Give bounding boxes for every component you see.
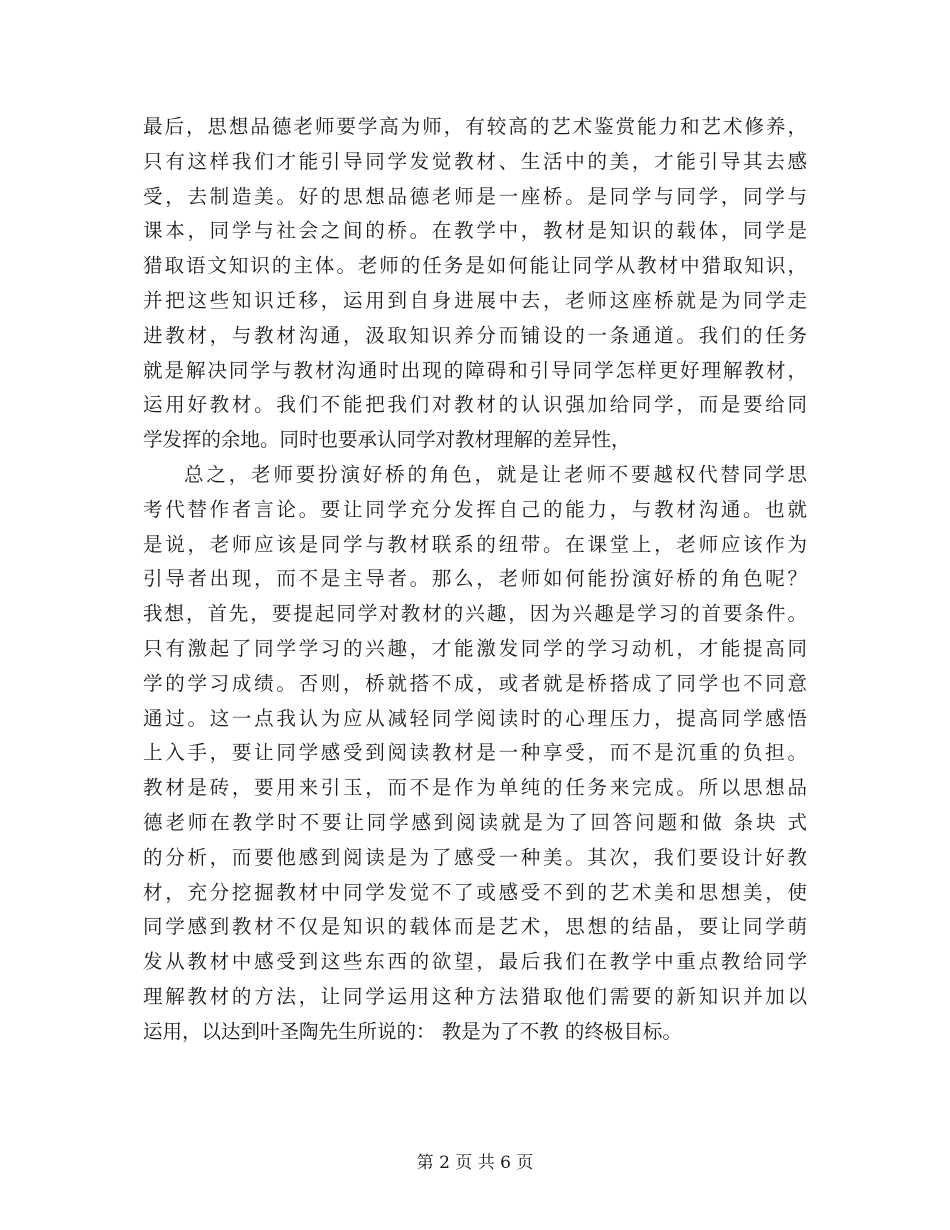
text-line: 我想，首先，要提起同学对教材的兴趣，因为兴趣是学习的首要条件。 bbox=[143, 602, 807, 626]
text-line: 同学感到教材不仅是知识的载体而是艺术，思想的结晶，要让同学萌 bbox=[143, 915, 807, 939]
text-line: 受，去制造美。好的思想品德老师是一座桥。是同学与同学，同学与 bbox=[143, 184, 807, 208]
text-line: 引导者出现，而不是主导者。那么，老师如何能扮演好桥的角色呢？ bbox=[143, 567, 807, 591]
text-line: 教材是砖，要用来引玉，而不是作为单纯的任务来完成。所以思想品 bbox=[143, 776, 807, 800]
text-line: 考代替作者言论。要让同学充分发挥自己的能力，与教材沟通。也就 bbox=[143, 497, 807, 521]
text-line: 的分析，而要他感到阅读是为了感受一种美。其次，我们要设计好教 bbox=[143, 845, 807, 869]
text-line: 学发挥的余地。同时也要承认同学对教材理解的差异性， bbox=[143, 428, 631, 452]
text-line: 理解教材的方法，让同学运用这种方法猎取他们需要的新知识并加以 bbox=[143, 984, 807, 1008]
text-line: 上入手，要让同学感受到阅读教材是一种享受，而不是沉重的负担。 bbox=[143, 741, 807, 765]
text-line: 只有激起了同学学习的兴趣，才能激发同学的学习动机，才能提高同 bbox=[143, 636, 807, 660]
text-line: 通过。这一点我认为应从减轻同学阅读时的心理压力，提高同学感悟 bbox=[143, 706, 807, 730]
text-line: 发从教材中感受到这些东西的欲望，最后我们在教学中重点教给同学 bbox=[143, 950, 807, 974]
text-line: 运用，以达到叶圣陶先生所说的： 教是为了不教 的终极目标。 bbox=[143, 1019, 682, 1043]
text-line: 最后，思想品德老师要学高为师，有较高的艺术鉴赏能力和艺术修养， bbox=[143, 115, 807, 138]
text-line: 并把这些知识迁移，运用到自身进展中去，老师这座桥就是为同学走 bbox=[143, 288, 807, 312]
text-line: 就是解决同学与教材沟通时出现的障碍和引导同学怎样更好理解教材， bbox=[143, 358, 807, 382]
text-line: 学的学习成绩。否则，桥就搭不成，或者就是桥搭成了同学也不同意 bbox=[143, 671, 807, 695]
page-number-footer: 第 2 页 共 6 页 bbox=[416, 1153, 534, 1173]
text-line: 猎取语文知识的主体。老师的任务是如何能让同学从教材中猎取知识， bbox=[143, 254, 807, 278]
text-line: 材，充分挖掘教材中同学发觉不了或感受不到的艺术美和思想美，使 bbox=[143, 880, 807, 904]
text-line: 总之，老师要扮演好桥的角色，就是让老师不要越权代替同学思 bbox=[184, 462, 807, 486]
body-text bbox=[143, 110, 807, 1050]
text-line: 只有这样我们才能引导同学发觉教材、生活中的美，才能引导其去感 bbox=[143, 149, 807, 173]
text-line: 运用好教材。我们不能把我们对教材的认识强加给同学，而是要给同 bbox=[143, 393, 807, 417]
text-line: 课本，同学与社会之间的桥。在教学中，教材是知识的载体，同学是 bbox=[143, 219, 807, 243]
text-line: 德老师在教学时不要让同学感到阅读就是为了回答问题和做 条块 式 bbox=[143, 810, 807, 834]
text-line: 进教材，与教材沟通，汲取知识养分而铺设的一条通道。我们的任务 bbox=[143, 323, 807, 347]
text-line: 是说，老师应该是同学与教材联系的纽带。在课堂上，老师应该作为 bbox=[143, 532, 807, 556]
